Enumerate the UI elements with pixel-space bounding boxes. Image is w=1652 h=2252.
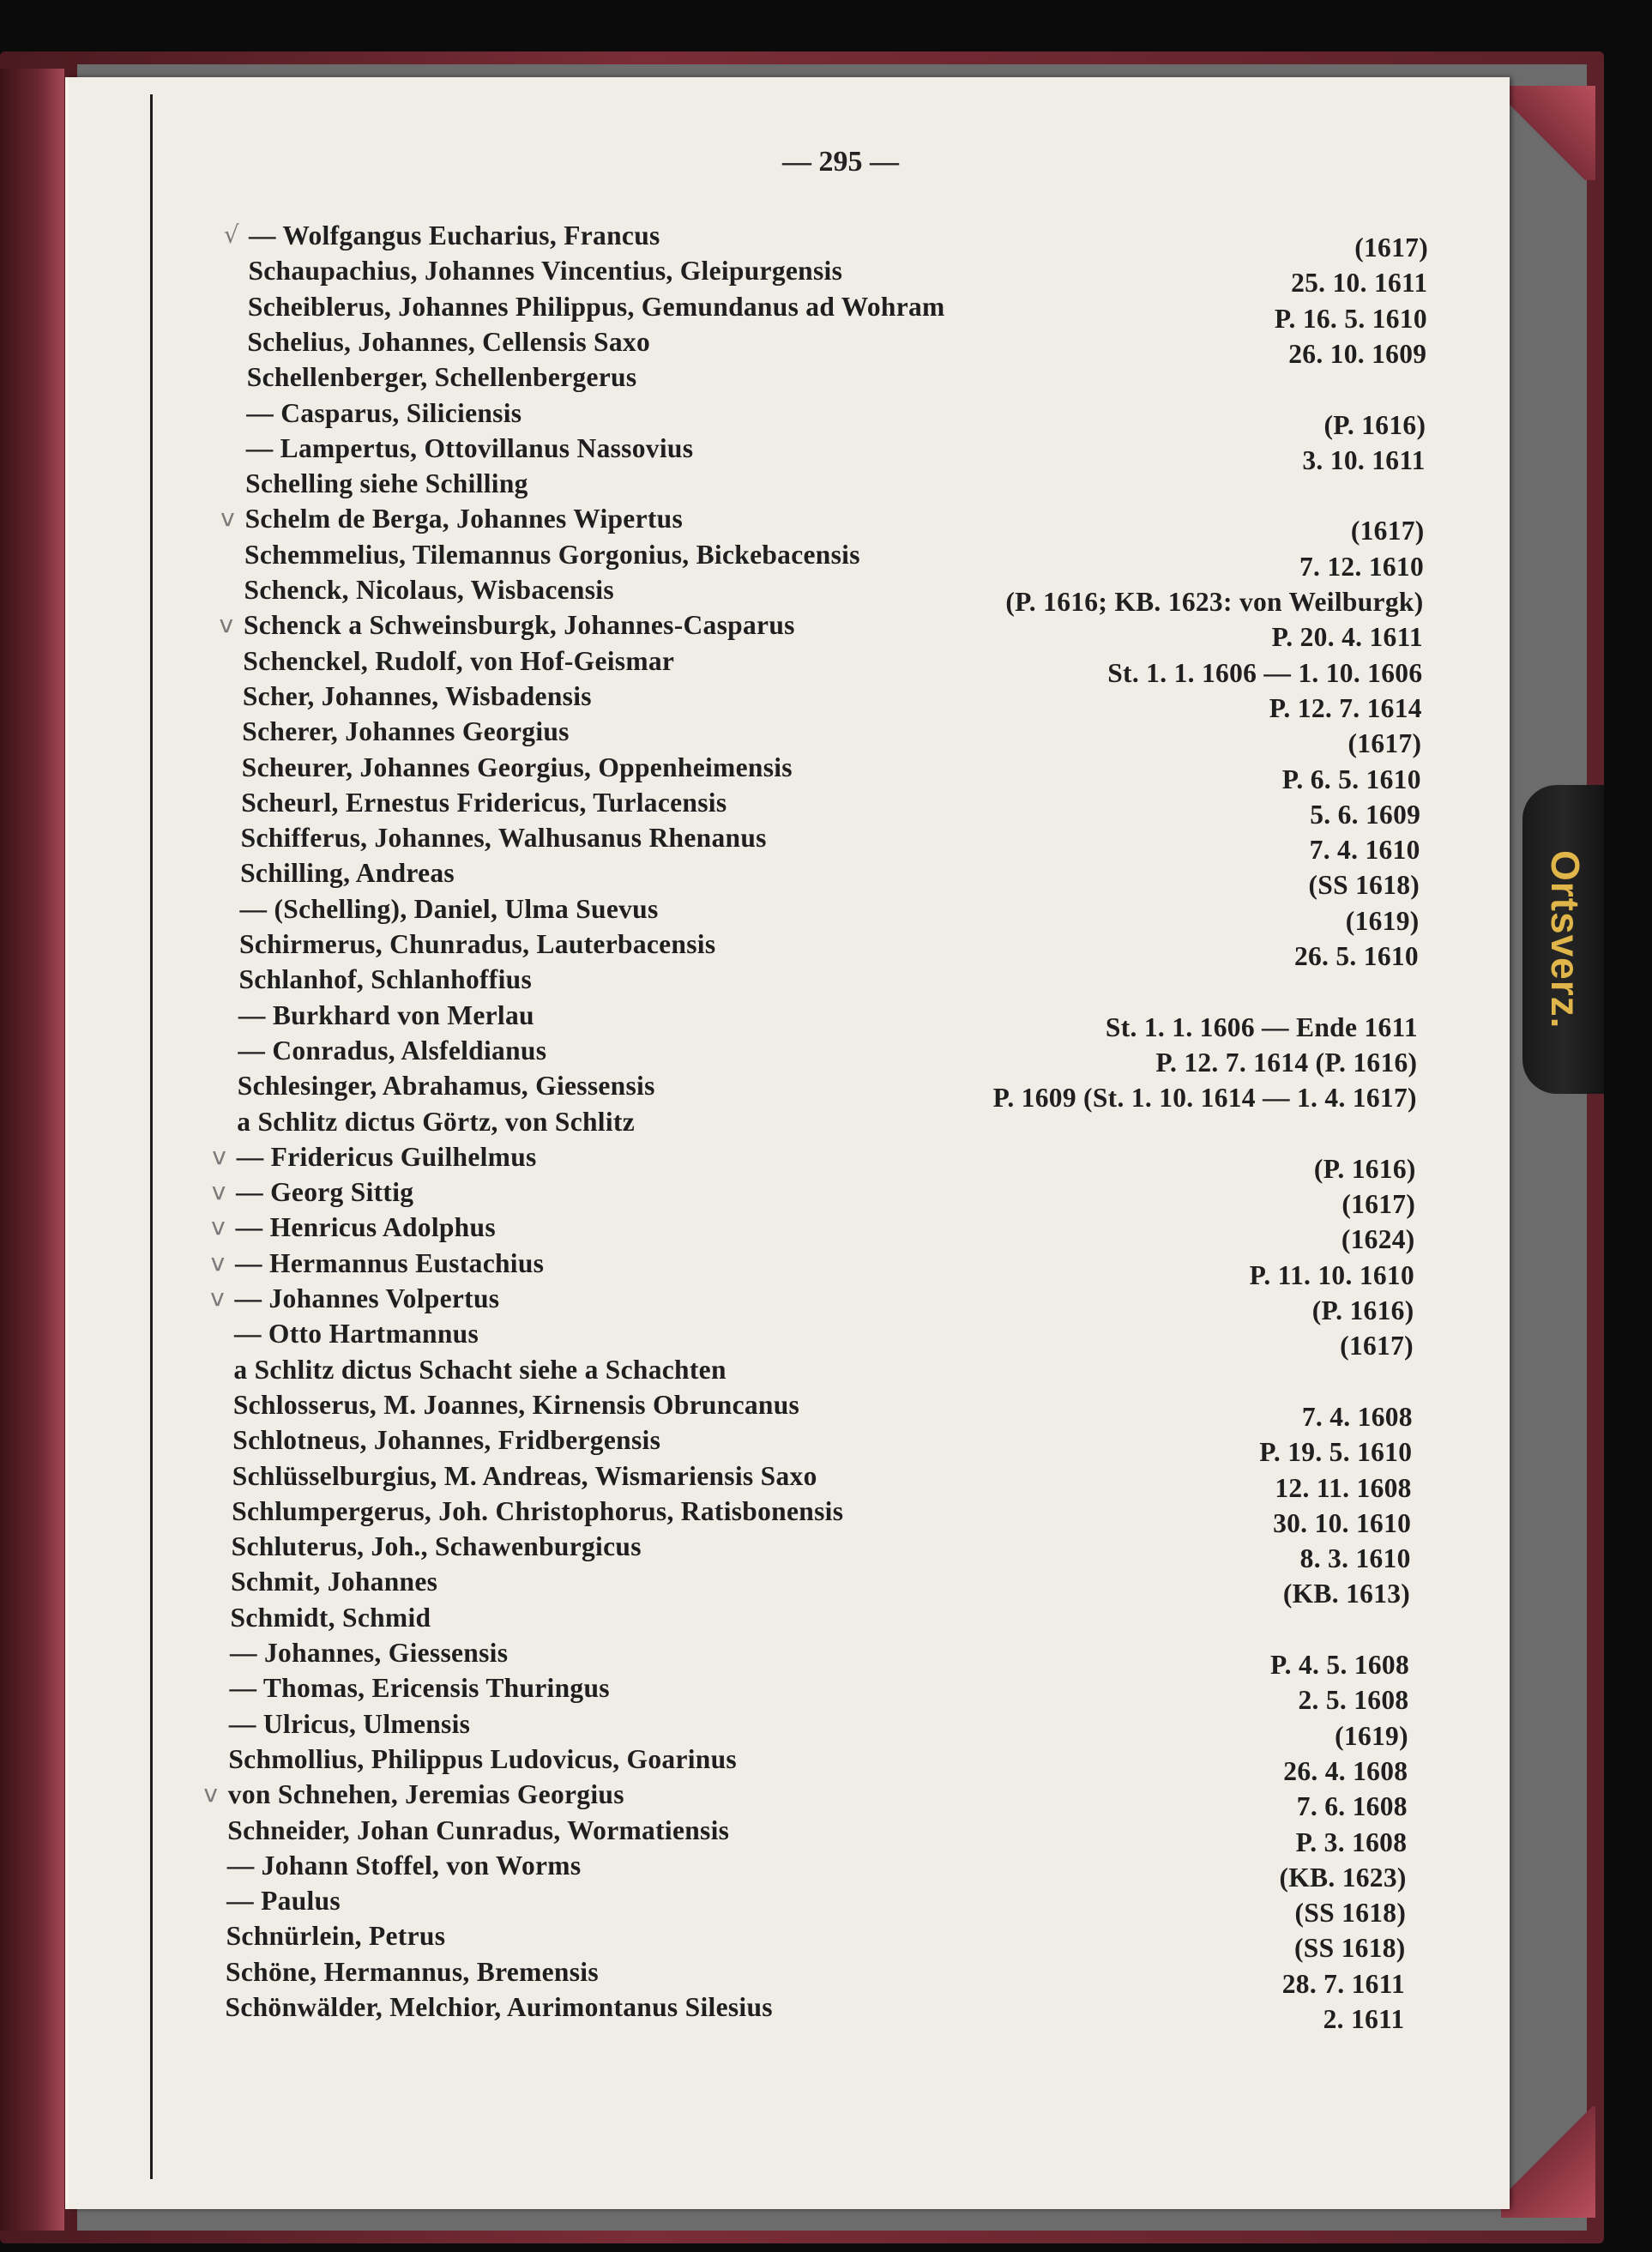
page-number: — 295 — [782,146,899,178]
entry-name: Schnürlein, Petrus [226,1921,446,1952]
entry-name: Schilling, Andreas [240,858,455,889]
entry-date: (1624) [1341,1224,1415,1255]
entry-name: a Schlitz dictus Schacht siehe a Schachten [233,1354,727,1385]
register-entry [231,1531,1411,1574]
entry-name: Schmollius, Philippus Ludovicus, Goarinus [228,1743,737,1774]
entry-name: — Wolfgangus Eucharius, Francus [249,220,660,251]
entry-name: Schneider, Johan Cunradus, Wormatiensis [227,1814,730,1845]
register-entry [231,1567,1411,1609]
index-tab-label[interactable]: Ortsverz. [1543,849,1588,1029]
register-entry [246,397,1426,440]
entry-date: 7. 6. 1608 [1296,1791,1408,1822]
entry-name: Schmidt, Schmid [230,1602,431,1633]
register-entry [228,1743,1408,1786]
entry-name: Schelm de Berga, Johannes Wipertus [244,504,684,534]
entry-date: 30. 10. 1610 [1273,1507,1412,1538]
register-entry [225,1992,1405,2034]
entry-date: P. 11. 10. 1610 [1249,1259,1415,1290]
entry-date: (1617) [1350,516,1425,546]
entry-date: P. 20. 4. 1611 [1271,622,1423,653]
entry-name: — Johannes Volpertus [234,1283,500,1313]
register-entry [219,610,1423,653]
register-entry [248,256,1428,299]
checkmark-annotation: v [210,1247,226,1277]
entry-date: (SS 1618) [1308,870,1420,901]
register-entry [227,1814,1408,1857]
entry-name: — Ulricus, Ulmensis [228,1708,471,1739]
register-entry [243,645,1423,688]
entry-name: von Schnehen, Jeremias Georgius [227,1779,624,1810]
register-entry [228,1708,1408,1751]
entry-name: Schlesinger, Abrahamus, Giessensis [237,1071,655,1102]
register-entry [211,1177,1416,1220]
entry-name: Schluterus, Joh., Schawenburgicus [231,1531,642,1562]
entry-name: Schirmerus, Chunradus, Lauterbacensis [239,929,716,959]
entry-date: (1617) [1348,728,1422,759]
entry-date: 5. 6. 1609 [1310,799,1421,830]
entry-name: Schenck a Schweinsburgk, Johannes-Casparus [243,610,795,641]
entry-date: 26. 5. 1610 [1293,941,1419,971]
register-entry [240,858,1420,901]
entry-name: — Johann Stoffel, von Worms [226,1850,582,1881]
entry-date: (1619) [1335,1720,1408,1751]
entry-date: 7. 4. 1610 [1309,835,1420,866]
entry-date: 7. 12. 1610 [1299,551,1425,582]
register-entry [220,504,1425,546]
entry-name: Schelius, Johannes, Cellensis Saxo [247,326,651,357]
entry-name: Schönwälder, Melchior, Aurimontanus Silesius [225,1992,773,2022]
register-entry [239,929,1419,971]
entry-date: P. 12. 7. 1614 (P. 1616) [1155,1047,1418,1078]
entry-date: P. 4. 5. 1608 [1270,1650,1409,1680]
register-entry [210,1247,1415,1290]
register-entry [210,1283,1414,1325]
entry-name: — Georg Sittig [236,1177,414,1208]
entry-name: Schöne, Hermannus, Bremensis [226,1956,599,1987]
register-entry [247,291,1427,334]
entry-name: Schlüsselburgius, M. Andreas, Wismariensis Saxo [232,1460,817,1491]
entry-date: P. 6. 5. 1610 [1281,764,1421,794]
entry-date: (P. 1616) [1323,409,1426,440]
entry-name: Scheurl, Ernestus Fridericus, Turlacensis [241,787,727,818]
register-entry [232,1495,1412,1538]
register-entry [233,1355,1413,1389]
entry-date: 28. 7. 1611 [1281,1968,1406,1999]
register-entry [241,787,1421,830]
register-entry [233,1319,1414,1361]
entry-name: Scher, Johannes, Wisbadensis [242,680,592,711]
entry-name: Schlosserus, M. Joannes, Kirnensis Obruncanus [232,1389,800,1420]
register-entry [232,1389,1413,1432]
entry-date: (1617) [1354,232,1428,263]
entry-date: P. 16. 5. 1610 [1274,303,1427,334]
checkmark-annotation: v [220,504,236,533]
register-entry [237,1071,1417,1114]
entry-name: Scherer, Johannes Georgius [242,716,570,747]
register-entry [244,575,1424,617]
entry-date: (KB. 1613) [1282,1579,1411,1609]
register-entry [232,1425,1413,1468]
register-entry [247,362,1426,396]
register-entry [237,1107,1416,1141]
entry-name: Schaupachius, Johannes Vincentius, Gleipurgensis [248,256,843,287]
entry-name: — Henricus Adolphus [235,1212,496,1243]
register-entry [239,893,1420,936]
entry-name: Schemmelius, Tilemannus Gorgonius, Bickebacensis [244,539,860,570]
entry-name: — Hermannus Eustachius [235,1247,545,1278]
register-entry [240,823,1420,866]
register-entry [242,680,1422,723]
checkmark-annotation: √ [223,220,240,249]
register-entry [245,468,1425,503]
entry-name: — Casparus, Siliciensis [246,397,522,428]
entry-date: 7. 4. 1608 [1301,1401,1413,1432]
entry-name: — Paulus [226,1886,341,1917]
entry-date: (SS 1618) [1294,1933,1406,1964]
entry-date: (KB. 1623) [1279,1862,1407,1893]
entry-date: (SS 1618) [1294,1898,1407,1929]
register-entry [238,964,1418,999]
entry-name: — Burkhard von Merlau [238,999,534,1030]
register-entry [226,1850,1407,1893]
register-entry [229,1673,1409,1716]
register-entry [247,326,1427,369]
entry-date: 2. 1611 [1323,2004,1405,2034]
register-entry [226,1886,1407,1929]
entry-date: (1617) [1341,1189,1416,1220]
entry-name: Scheurer, Johannes Georgius, Oppenheimensis [241,752,793,782]
entry-name: — Thomas, Ericensis Thuringus [229,1673,610,1704]
register-entry [231,1603,1410,1637]
entry-name: Schellenberger, Schellenbergerus [246,362,637,393]
entry-date: 26. 4. 1608 [1283,1755,1408,1786]
entry-date: St. 1. 1. 1606 — 1. 10. 1606 [1107,657,1423,688]
register-entry [245,432,1426,475]
entry-date: (1619) [1345,905,1420,936]
checkmark-annotation: v [210,1283,225,1312]
register-entry [211,1212,1415,1255]
entry-name: Schmit, Johannes [231,1567,438,1597]
entry-name: — (Schelling), Daniel, Ulma Suevus [239,893,659,924]
entry-date: P. 19. 5. 1610 [1259,1437,1413,1468]
register-entry [242,716,1422,759]
register-entry [238,1035,1418,1078]
entry-name: Schenck, Nicolaus, Wisbacensis [244,575,614,605]
entry-name: Schlotneus, Johannes, Fridbergensis [232,1425,661,1456]
entry-date: (P. 1616; KB. 1623: von Weilburgk) [1005,587,1424,617]
entry-date: 3. 10. 1611 [1302,444,1426,475]
entry-name: — Conradus, Alsfeldianus [238,1035,547,1066]
register-entry [241,752,1421,794]
entry-date: (P. 1616) [1313,1153,1416,1184]
entry-date: (1617) [1340,1331,1414,1361]
entry-date: 26. 10. 1609 [1288,338,1427,369]
entry-date: 25. 10. 1611 [1291,268,1428,299]
register-entry [203,1779,1408,1822]
entry-name: Schlumpergerus, Joh. Christophorus, Ratisbonensis [232,1495,844,1526]
entry-date: P. 1609 (St. 1. 10. 1614 — 1. 4. 1617) [992,1083,1417,1114]
entry-name: — Fridericus Guilhelmus [236,1141,537,1172]
register-entry [238,999,1418,1042]
entry-name: Schifferus, Johannes, Walhusanus Rhenanus [240,823,767,854]
register-entry [223,220,1428,263]
checkmark-annotation: v [212,1141,227,1170]
entry-date: (P. 1616) [1311,1295,1414,1325]
checkmark-annotation: v [219,610,234,639]
entry-date: P. 3. 1608 [1295,1826,1408,1857]
entry-name: — Johannes, Giessensis [230,1638,509,1668]
register-entry [244,539,1425,582]
checkmark-annotation: v [211,1212,226,1241]
entry-date: 12. 11. 1608 [1275,1472,1412,1503]
entry-date: 8. 3. 1610 [1299,1543,1411,1574]
entry-name: a Schlitz dictus Görtz, von Schlitz [237,1106,635,1137]
entry-date: P. 12. 7. 1614 [1269,692,1422,723]
entry-date: 2. 5. 1608 [1298,1685,1409,1716]
checkmark-annotation: v [203,1779,219,1808]
register-entry [230,1638,1409,1680]
entry-name: Schelling siehe Schilling [245,468,528,499]
entry-name: Scheiblerus, Johannes Philippus, Gemundanus ad Wohram [247,291,945,322]
register-entry [226,1956,1406,1999]
entry-name: Schlanhof, Schlanhoffius [238,964,533,995]
entry-name: — Otto Hartmannus [233,1319,479,1349]
entry-date: St. 1. 1. 1606 — Ende 1611 [1105,1011,1418,1042]
entry-name: Schenckel, Rudolf, von Hof-Geismar [243,645,675,676]
checkmark-annotation: v [211,1177,226,1206]
register-entry [226,1921,1406,1964]
entry-name: — Lampertus, Ottovillanus Nassovius [245,432,694,463]
register-entry [212,1141,1416,1184]
register-entry [232,1460,1412,1503]
